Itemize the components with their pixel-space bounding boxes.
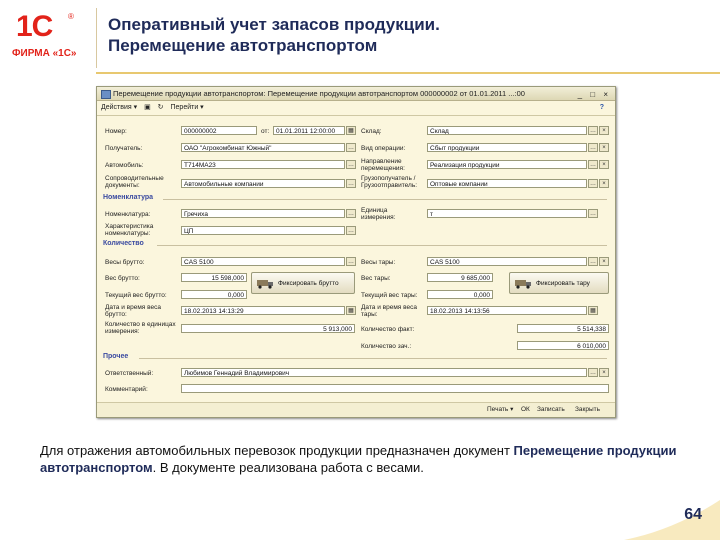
characteristic-label: Характеристика номенклатуры: (105, 223, 154, 237)
calendar-icon[interactable]: ▦ (346, 306, 356, 315)
gross-scales-label: Весы брутто: (105, 259, 145, 266)
operation-type-field[interactable]: Сбыт продукции (427, 143, 587, 152)
calendar-icon[interactable]: ▦ (346, 126, 356, 135)
warehouse-clear-button[interactable]: × (599, 126, 609, 135)
credited-quantity-label: Количество зач.: (361, 343, 412, 350)
nomenclature-field[interactable]: Гречиха (181, 209, 345, 218)
print-button[interactable]: Печать ▾ (487, 406, 514, 413)
save-button[interactable]: Записать (537, 406, 565, 413)
section-divider (163, 199, 607, 200)
header-divider (96, 8, 97, 68)
section-quantity: Количество (103, 240, 144, 247)
gross-weight-label: Вес брутто: (105, 275, 140, 282)
responsible-field[interactable]: Любимов Геннадий Владимирович (181, 368, 587, 377)
fix-gross-button[interactable] (251, 272, 355, 294)
calendar-icon[interactable]: ▦ (588, 306, 598, 315)
section-divider (157, 245, 607, 246)
description-text: Для отражения автомобильных перевозок продукции предназначен документ (40, 443, 514, 458)
consignee-select-button[interactable]: … (590, 181, 596, 187)
section-divider (139, 358, 607, 359)
responsible-select-button[interactable]: … (590, 370, 596, 376)
responsible-label: Ответственный: (105, 370, 154, 377)
goto-menu[interactable]: Перейти ▾ (170, 104, 204, 111)
direction-field[interactable]: Реализация продукции (427, 160, 587, 169)
documents-label: Сопроводительные документы: (105, 175, 164, 189)
tare-scales-label: Весы тары: (361, 259, 396, 266)
description-text-end: . В документе реализована работа с весами. (152, 460, 424, 475)
window-controls[interactable]: _ □ × (577, 90, 611, 99)
comment-label: Комментарий: (105, 386, 148, 393)
unit-label: Единица измерения: (361, 207, 396, 221)
documents-field[interactable]: Автомобильные компании (181, 179, 345, 188)
logo-mark: 1С (16, 10, 53, 43)
documents-select-button[interactable]: … (348, 181, 354, 187)
help-icon[interactable]: ? (599, 104, 604, 111)
number-field[interactable]: 000000002 (181, 126, 257, 135)
characteristic-field[interactable]: ЦП (181, 226, 345, 235)
tare-datetime-field[interactable]: 18.02.2013 14:13:56 (427, 306, 587, 315)
responsible-clear-button[interactable]: × (599, 368, 609, 377)
direction-clear-button[interactable]: × (599, 160, 609, 169)
date-label: от: (261, 128, 270, 135)
warehouse-field[interactable]: Склад (427, 126, 587, 135)
gross-weight-field[interactable]: 15 598,000 (181, 273, 247, 282)
recipient-label: Получатель: (105, 145, 143, 152)
tare-scales-clear-button[interactable]: × (599, 257, 609, 266)
gross-scales-field[interactable]: CAS 5100 (181, 257, 345, 266)
nomenclature-label: Номенклатура: (105, 211, 151, 218)
tare-weight-field[interactable]: 9 685,000 (427, 273, 493, 282)
unit-field[interactable]: т (427, 209, 587, 218)
consignee-label: Грузополучатель / Грузоотправитель: (361, 175, 418, 189)
characteristic-select-button[interactable]: … (348, 228, 354, 234)
refresh-icon[interactable]: ↻ (157, 104, 164, 111)
consignee-field[interactable]: Оптовые компании (427, 179, 587, 188)
tare-datetime-label: Дата и время веса тары: (361, 304, 417, 318)
section-other: Прочее (103, 353, 129, 360)
brand-logo (10, 10, 86, 68)
slide-title-line2: Перемещение автотранспортом (108, 36, 378, 55)
current-tare-field[interactable]: 0,000 (427, 290, 493, 299)
consignee-clear-button[interactable]: × (599, 179, 609, 188)
logo-firm-name: ФИРМА «1С» (12, 48, 77, 59)
corner-decoration (624, 500, 720, 540)
current-tare-label: Текущий вес тары: (361, 292, 418, 299)
truck-scales-icon (514, 278, 532, 289)
gross-datetime-field[interactable]: 18.02.2013 14:13:29 (181, 306, 345, 315)
comment-field[interactable] (181, 384, 609, 393)
warehouse-label: Склад: (361, 128, 382, 135)
logo-registered: ® (68, 12, 74, 21)
window-title: Перемещение продукции автотранспортом: Перемещение продукции автотранспортом 000000002 от 01.01.2011 ...:00 (113, 89, 525, 98)
current-gross-label: Текущий вес брутто: (105, 292, 167, 299)
window-titlebar[interactable] (97, 87, 615, 101)
slide-title (108, 14, 440, 56)
tare-scales-select-button[interactable]: … (590, 259, 596, 265)
unit-quantity-label: Количество в единицах измерения: (105, 321, 176, 335)
vehicle-label: Автомобиль: (105, 162, 144, 169)
document-window (96, 86, 616, 418)
document-name: Перемещение продукции автотранспортом (40, 443, 677, 475)
unit-quantity-field[interactable]: 5 913,000 (181, 324, 355, 333)
direction-select-button[interactable]: … (590, 162, 596, 168)
document-icon (101, 90, 111, 99)
warehouse-select-button[interactable]: … (590, 128, 596, 134)
date-field[interactable]: 01.01.2011 12:00:00 (273, 126, 345, 135)
page-number: 64 (684, 506, 702, 523)
truck-scales-icon (256, 278, 274, 289)
slide-title-line1: Оперативный учет запасов продукции. (108, 15, 440, 34)
window-toolbar (97, 101, 615, 116)
header-rule (96, 72, 720, 74)
ok-button[interactable]: ОК (521, 406, 530, 413)
tare-weight-label: Вес тары: (361, 275, 391, 282)
window-bottom-bar (97, 402, 615, 417)
vehicle-field[interactable]: Т714МА23 (181, 160, 345, 169)
recipient-field[interactable]: ОАО "Агрокомбинат Южный" (181, 143, 345, 152)
operation-type-clear-button[interactable]: × (599, 143, 609, 152)
gross-scales-select-button[interactable]: … (348, 259, 354, 265)
fix-gross-label: Фиксировать брутто (278, 280, 339, 287)
unit-select-button[interactable]: … (590, 211, 596, 217)
gross-datetime-label: Дата и время веса брутто: (105, 304, 161, 318)
fix-tare-button[interactable] (509, 272, 609, 294)
nomenclature-select-button[interactable]: … (348, 211, 354, 217)
slide-description (40, 442, 680, 476)
current-gross-field[interactable]: 0,000 (181, 290, 247, 299)
operation-type-select-button[interactable]: … (590, 145, 596, 151)
recipient-select-button[interactable]: … (348, 145, 354, 151)
credited-quantity-field[interactable]: 6 010,000 (517, 341, 609, 350)
direction-label: Направление перемещения: (361, 158, 405, 172)
actions-menu[interactable]: Действия ▾ (101, 104, 138, 111)
number-label: Номер: (105, 128, 127, 135)
actual-quantity-label: Количество факт: (361, 326, 415, 333)
vehicle-select-button[interactable]: … (348, 162, 354, 168)
operation-type-label: Вид операции: (361, 145, 406, 152)
actual-quantity-field[interactable]: 5 514,338 (517, 324, 609, 333)
close-button[interactable]: Закрыть (575, 406, 601, 413)
section-nomenclature: Номенклатура (103, 194, 154, 201)
tare-scales-field[interactable]: CAS 5100 (427, 257, 587, 266)
save-icon[interactable]: ▣ (144, 104, 151, 111)
fix-tare-label: Фиксировать тару (536, 280, 590, 287)
